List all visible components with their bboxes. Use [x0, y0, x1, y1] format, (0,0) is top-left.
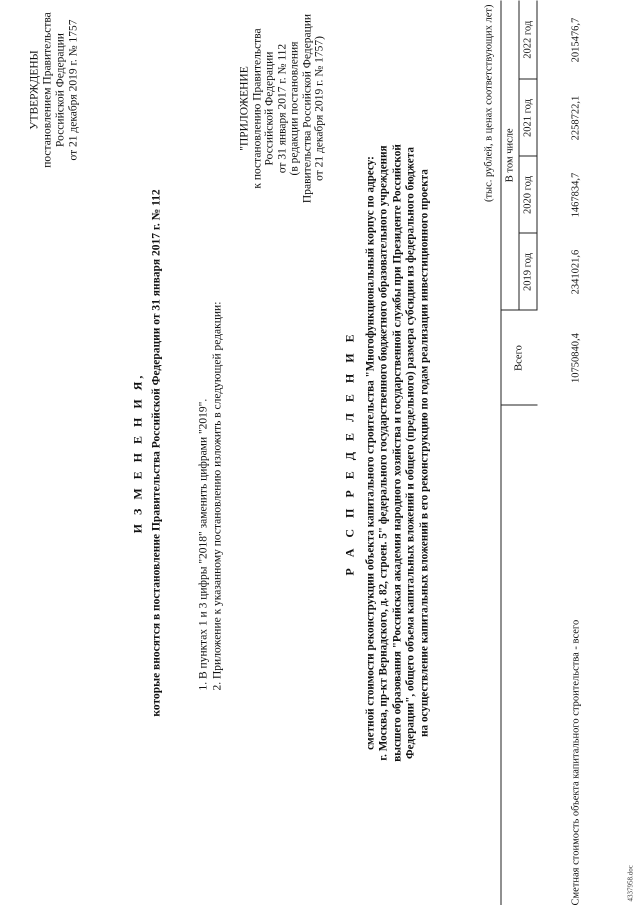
row-value: 2341021,6: [570, 249, 582, 294]
appendix-line: от 21 декабря 2019 г. № 1757): [313, 35, 325, 181]
appendix-line: от 31 января 2017 г. № 112: [275, 43, 288, 173]
changes-items: [196, 301, 224, 690]
approval-line: от 21 декабря 2019 г. № 1757: [67, 19, 79, 161]
row-total: 10750840,4: [570, 332, 581, 383]
table-row: [537, 0, 615, 905]
appendix-line: Российской Федерации: [263, 51, 275, 165]
header-total: Всего: [501, 310, 537, 405]
changes-subtitle: которые вносятся в постановление Правительства Российской Федерации от 31 января 2017 г. № 112: [150, 188, 162, 717]
appendix-line: Правительства Российской Федерации: [300, 13, 313, 203]
row-label: Сметная стоимость объекта капитального строительства - всего: [570, 619, 581, 905]
document-filename: 4337958.doc: [626, 864, 634, 901]
distribution-description: [364, 0, 431, 905]
appendix-line: к постановлению Правительства: [250, 27, 263, 189]
approval-stamp: [28, 2, 80, 177]
distribution-table: [500, 0, 615, 905]
header-year: 2019 год: [519, 233, 537, 310]
changes-title: И З М Е Н Е Н И Я,: [130, 372, 144, 533]
description-line: на осуществление капитальных вложений в его реконструкцию по годам реализации инвестиционного проекта: [417, 168, 430, 737]
header-year: 2020 год: [519, 156, 537, 233]
change-item: 1. В пунктах 1 и 3 цифры "2018" заменить цифрами "2019".: [197, 398, 209, 690]
row-value: 1467834,7: [570, 172, 582, 217]
appendix-header: [238, 3, 326, 213]
header-including: В том числе: [501, 0, 519, 310]
description-line: сметной стоимости реконструкции объекта капитального строительства "Многофункциональный корпус по адресу:: [364, 155, 376, 750]
description-line: г. Москва, пр-кт Вернадского, д. 82, строен. 5" федерального государственного бюджетного образовательного учреждения: [377, 144, 390, 761]
header-year: 2021 год: [519, 79, 537, 156]
change-item: 2. Приложение к указанному постановлению изложить в следующей редакции:: [211, 301, 223, 690]
header-blank: [519, 405, 537, 905]
appendix-line: (в редакции постановления: [288, 41, 300, 175]
header-blank: [501, 405, 519, 905]
header-year: 2022 год: [519, 0, 537, 79]
row-value: 2015476,7: [570, 17, 582, 62]
units-note: (тыс. рублей, в ценах соответствующих лет): [483, 4, 494, 202]
description-line: высшего образования "Российская академия народного хозяйства и государственной службы при Президенте Российской: [390, 143, 403, 762]
description-line: Федерации", общего объема капитальных вложений и общего (предельного) размера субсидии из федерального бюджета: [404, 146, 417, 759]
row-value: 2258722,1: [570, 95, 582, 140]
appendix-line: "ПРИЛОЖЕНИЕ: [238, 65, 250, 151]
approval-line: Российской Федерации: [54, 32, 66, 147]
approval-line: УТВЕРЖДЕНЫ: [28, 49, 40, 130]
distribution-title: Р А С П Р Е Д Е Л Е Н И Е: [342, 329, 356, 576]
approval-line: постановлением Правительства: [41, 11, 53, 168]
